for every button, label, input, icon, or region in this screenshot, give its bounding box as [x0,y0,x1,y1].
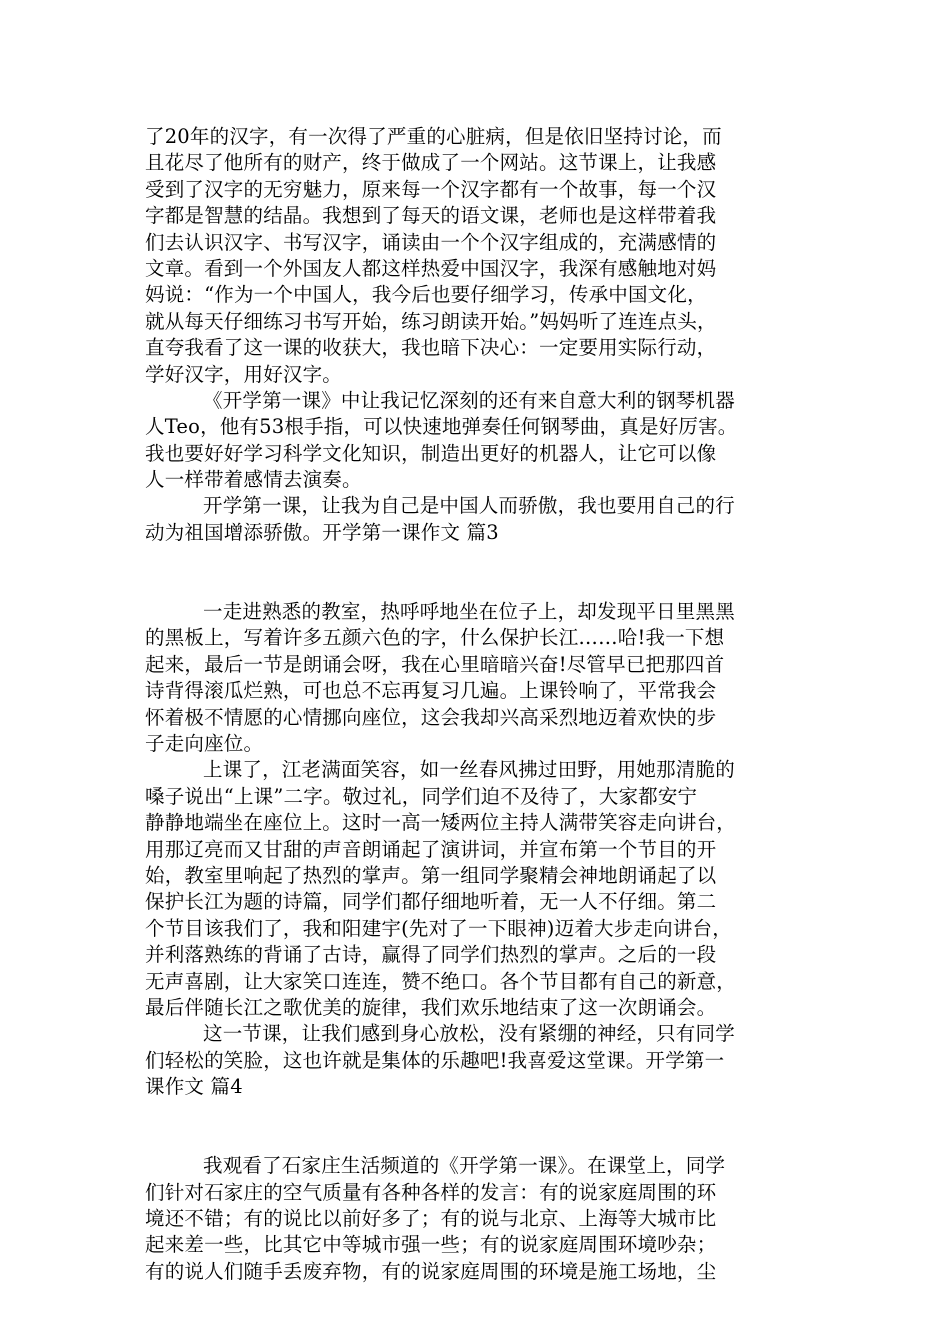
text-line: 我观看了石家庄生活频道的《开学第一课》。在课堂上，同学 [203,1154,726,1178]
text-line: 嗓子说出“上课”二字。敬过礼，同学们迫不及待了，大家都安宁 [145,784,698,808]
text-line: 们轻松的笑脸，这也许就是集体的乐趣吧!我喜爱这堂课。开学第一 [145,1048,725,1072]
text-line: 始，教室里响起了热烈的掌声。第一组同学聚精会神地朗诵起了以 [145,863,717,887]
text-line: 们针对石家庄的空气质量有各种各样的发言：有的说家庭周围的环 [145,1180,717,1204]
text-line: 保护长江为题的诗篇，同学们都仔细地听着，无一人不仔细。第二 [145,890,717,914]
text-line: 直夸我看了这一课的收获大，我也暗下决心：一定要用实际行动， [145,336,717,360]
text-line: 一走进熟悉的教室，热呼呼地坐在位子上，却发现平日里黑黑 [203,600,735,624]
text-line: 课作文 篇4 [145,1075,243,1099]
text-line: 动为祖国增添骄傲。开学第一课作文 篇3 [145,520,499,544]
text-line: 《开学第一课》中让我记忆深刻的还有来自意大利的钢琴机器 [203,388,735,412]
text-line: 且花尽了他所有的财产，终于做成了一个网站。这节课上，让我感 [145,151,717,175]
paragraph-gap [145,546,807,599]
text-line: 这一节课，让我们感到身心放松，没有紧绷的神经，只有同学 [203,1022,735,1046]
text-line: 受到了汉字的无穷魅力，原来每一个汉字都有一个故事，每一个汉 [145,177,717,201]
text-line: 并利落熟练的背诵了古诗，赢得了同学们热烈的掌声。之后的一段 [145,943,717,967]
text-line: 了20年的汉字，有一次得了严重的心脏病，但是依旧坚持讨论，而 [145,125,722,148]
text-line: 怀着极不情愿的心情挪向座位，这会我却兴高采烈地迈着欢快的步 [145,705,717,729]
text-line: 上课了，江老满面笑容，如一丝春风拂过田野，用她那清脆的 [203,758,735,782]
text-line: 子走向座位。 [145,732,264,755]
paragraph-gap [145,1100,807,1153]
text-line: 诗背得滚瓜烂熟，可也总不忘再复习几遍。上课铃响了，平常我会 [145,679,717,703]
text-line: 就从每天仔细练习书写开始，练习朗读开始。”妈妈听了连连点头， [145,309,717,333]
text-line: 我也要好好学习科学文化知识，制造出更好的机器人，让它可以像 [145,441,717,465]
text-line: 学好汉字，用好汉字。 [145,362,343,386]
text-line: 最后伴随长江之歌优美的旋律，我们欢乐地结束了这一次朗诵会。 [145,995,717,1019]
text-line: 静静地端坐在座位上。这时一高一矮两位主持人满带笑容走向讲台， [145,811,737,835]
text-line: 字都是智慧的结晶。我想到了每天的语文课，老师也是这样带着我 [145,204,717,228]
text-line: 人一样带着感情去演奏。 [145,468,362,492]
text-line: 无声喜剧，让大家笑口连连，赞不绝口。各个节目都有自己的新意， [145,969,737,993]
text-line: 文章。看到一个外国友人都这样热爱中国汉字，我深有感触地对妈 [145,256,717,280]
text-line: 人Teo，他有53根手指，可以快速地弹奏任何钢琴曲，真是好厉害。 [145,415,738,439]
text-line: 开学第一课，让我为自己是中国人而骄傲，我也要用自己的行 [203,494,735,518]
text-line: 起来差一些，比其它中等城市强一些；有的说家庭周围环境吵杂； [145,1233,717,1257]
text-line: 们去认识汉字、书写汉字，诵读由一个个汉字组成的，充满感情的 [145,230,717,254]
text-line: 个节目该我们了，我和阳建宇(先对了一下眼神)迈着大步走向讲台， [145,916,732,940]
text-line: 有的说人们随手丢废弃物，有的说家庭周围的环境是施工场地，尘 [145,1259,717,1283]
text-line: 的黑板上，写着许多五颜六色的字，什么保护长江……哈!我一下想 [145,626,725,650]
text-line: 用那辽亮而又甘甜的声音朗诵起了演讲词，并宣布第一个节目的开 [145,837,717,861]
text-line: 起来，最后一节是朗诵会呀，我在心里暗暗兴奋!尽管早已把那四首 [145,652,725,676]
text-line: 境还不错；有的说比以前好多了；有的说与北京、上海等大城市比 [145,1207,717,1231]
text-line: 妈说：“作为一个中国人，我今后也要仔细学习，传承中国文化， [145,283,707,307]
document-body [145,124,807,1285]
